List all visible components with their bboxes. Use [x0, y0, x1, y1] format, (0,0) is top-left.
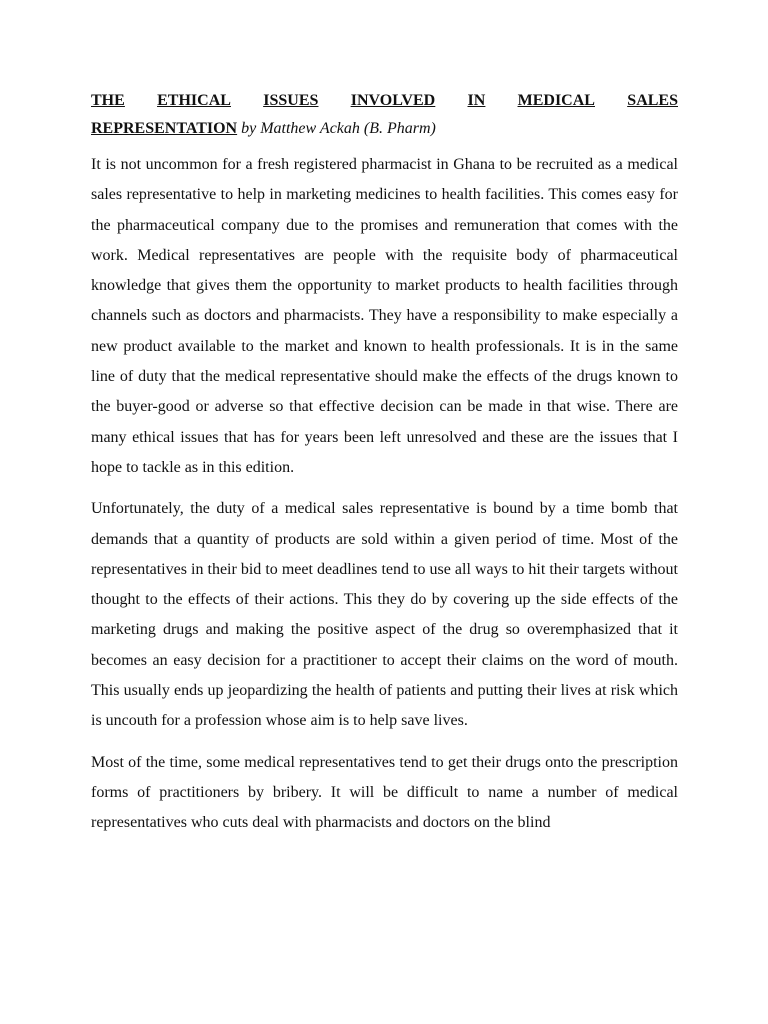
title-word: IN	[467, 92, 486, 109]
title-word: INVOLVED	[350, 92, 436, 109]
body-paragraph: Most of the time, some medical representatives tend to get their drugs onto the prescription forms of practitioners by bribery. It will be difficult to name a number of medical representatives who cuts deal with pharmacists and doctors on the blind	[91, 753, 678, 832]
body-paragraph: Unfortunately, the duty of a medical sales representative is bound by a time bomb that demands that a quantity of products are sold within a given period of time. Most of the representatives in their bid to meet deadlines tend to use all ways to hit their targets without thought to the effects of their actions. This they do by covering up the side effects of the marketing drugs and making the positive aspect of the drug so overemphasized that it becomes an easy decision for a practitioner to accept their claims on the word of mouth. This usually ends up jeopardizing the health of patients and putting their lives at risk which is uncouth for a profession whose aim is to help save lives.	[91, 500, 678, 730]
document-title-line	[91, 88, 678, 114]
title-word: SALES	[627, 92, 678, 109]
title-word: ETHICAL	[157, 92, 231, 109]
author-byline: by Matthew Ackah (B. Pharm)	[241, 120, 436, 137]
document-title-continuation	[91, 114, 678, 144]
title-word: THE	[91, 92, 125, 109]
title-word: ISSUES	[263, 92, 319, 109]
title-word: REPRESENTATION	[91, 120, 238, 137]
body-paragraph: It is not uncommon for a fresh registered pharmacist in Ghana to be recruited as a medical sales representative to help in marketing medicines to health facilities. This comes easy for the pharmaceutical company due to the promises and remuneration that comes with the work. Medical representatives are people with the requisite body of pharmaceutical knowledge that gives them the opportunity to market products to health facilities through channels such as doctors and pharmacists. They have a responsibility to make especially a new product available to the market and known to health professionals. It is in the same line of duty that the medical representative should make the effects of the drugs known to the buyer-good or adverse so that effective decision can be made in that wise. There are many ethical issues that has for years been left unresolved and these are the issues that I hope to tackle as in this edition.	[91, 156, 678, 476]
document-page	[91, 88, 678, 850]
title-word: MEDICAL	[517, 92, 595, 109]
